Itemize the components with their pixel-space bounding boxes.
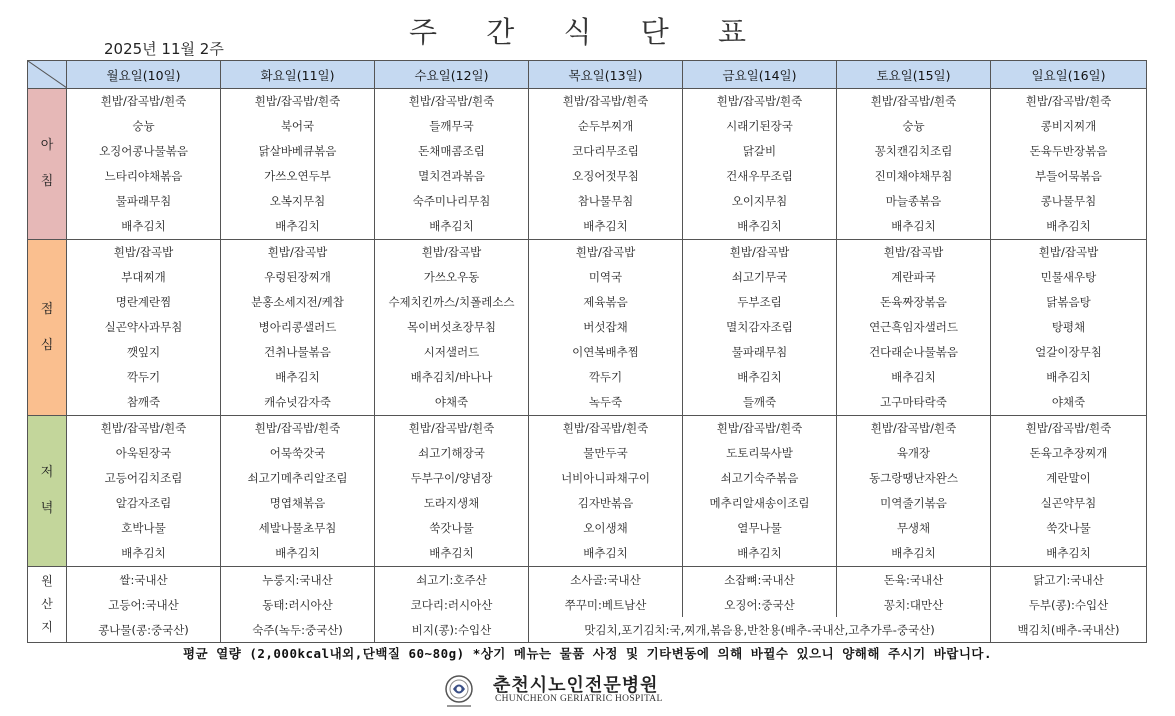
breakfast-menu-cell	[991, 89, 1147, 240]
origin-item: 쭈꾸미:베트남산	[529, 592, 683, 617]
origin-item: 닭고기:국내산	[991, 567, 1147, 593]
menu-item: 흰밥/잡곡밥/흰죽	[870, 94, 957, 108]
menu-item: 배추김치	[275, 370, 320, 384]
menu-item: 흰밥/잡곡밥/흰죽	[716, 421, 803, 435]
dinner-menu-cell	[375, 416, 529, 567]
menu-item: 육개장	[896, 446, 931, 460]
menu-item: 배추김치	[891, 546, 936, 560]
menu-item: 민물새우탕	[1040, 270, 1097, 284]
menu-item: 배추김치	[583, 546, 628, 560]
dinner-menu-cell	[67, 416, 221, 567]
menu-item: 흰밥/잡곡밥/흰죽	[870, 421, 957, 435]
menu-item: 흰밥/잡곡밥/흰죽	[716, 94, 803, 108]
menu-item: 쇠고기숙주볶음	[720, 471, 799, 485]
menu-item: 배추김치/바나나	[410, 370, 493, 384]
menu-item: 물파래무침	[731, 345, 788, 359]
hospital-name-en: CHUNCHEON GERIATRIC HOSPITAL	[495, 694, 663, 704]
lunch-menu-cell	[837, 240, 991, 416]
menu-item: 흰밥/잡곡밥	[729, 245, 790, 259]
menu-item: 목이버섯초장무침	[407, 320, 496, 334]
menu-item: 제육볶음	[583, 295, 628, 309]
menu-item: 캐슈넛감자죽	[264, 395, 331, 409]
menu-item: 들깨죽	[742, 395, 777, 409]
menu-item: 물만두국	[583, 446, 628, 460]
menu-item: 탕평채	[1051, 320, 1086, 334]
header-corner	[28, 61, 67, 89]
lunch-label: 점 심	[28, 240, 67, 416]
menu-item: 콩나물무침	[1040, 194, 1097, 208]
menu-item: 병아리콩샐러드	[258, 320, 337, 334]
menu-item: 오이지무침	[731, 194, 788, 208]
menu-item: 실곤약무침	[1040, 496, 1097, 510]
breakfast-menu-cell	[375, 89, 529, 240]
hospital-logo-icon	[441, 674, 477, 710]
day-header-sun: 일요일(16일)	[991, 61, 1147, 89]
origin-item: 숙주(녹두:중국산)	[221, 617, 375, 643]
menu-item: 흰밥/잡곡밥/흰죽	[408, 94, 495, 108]
menu-item: 흰밥/잡곡밥	[1038, 245, 1099, 259]
day-header-wed: 수요일(12일)	[375, 61, 529, 89]
menu-item: 버섯잡채	[583, 320, 628, 334]
lunch-menu-cell	[683, 240, 837, 416]
menu-item: 미역줄기볶음	[880, 496, 947, 510]
day-header-mon: 월요일(10일)	[67, 61, 221, 89]
menu-item: 아욱된장국	[115, 446, 172, 460]
menu-item: 배추김치	[121, 546, 166, 560]
menu-item: 가쓰오우동	[423, 270, 480, 284]
menu-item: 흰밥/잡곡밥/흰죽	[100, 94, 187, 108]
day-header-tue: 화요일(11일)	[221, 61, 375, 89]
menu-item: 수제치킨까스/치폴레소스	[388, 295, 515, 309]
menu-item: 콩비지찌개	[1040, 119, 1097, 133]
breakfast-menu-cell	[67, 89, 221, 240]
menu-item: 배추김치	[583, 219, 628, 233]
menu-item: 배추김치	[891, 219, 936, 233]
origin-item: 고등어:국내산	[67, 592, 221, 617]
menu-item: 닭살바베큐볶음	[258, 144, 337, 158]
menu-item: 깻잎지	[126, 345, 161, 359]
menu-item: 쇠고기무국	[731, 270, 788, 284]
origin-item: 백김치(배추-국내산)	[991, 617, 1147, 643]
menu-item: 무생채	[896, 521, 931, 535]
menu-item: 흰밥/잡곡밥/흰죽	[254, 421, 341, 435]
menu-item: 어묵쑥갓국	[269, 446, 326, 460]
menu-item: 숭늉	[902, 119, 925, 133]
menu-item: 오이생채	[583, 521, 628, 535]
menu-item: 돈육고추장찌개	[1029, 446, 1108, 460]
menu-item: 호박나물	[121, 521, 166, 535]
dinner-label: 저 녁	[28, 416, 67, 567]
menu-item: 참깨죽	[126, 395, 161, 409]
menu-item: 오징어젓무침	[572, 169, 639, 183]
menu-item: 숭늉	[132, 119, 155, 133]
lunch-menu-cell	[375, 240, 529, 416]
menu-item: 열무나물	[737, 521, 782, 535]
menu-item: 배추김치	[737, 219, 782, 233]
menu-item: 고등어김치조림	[104, 471, 183, 485]
menu-item: 쑥갓나물	[429, 521, 474, 535]
menu-item: 흰밥/잡곡밥/흰죽	[1025, 94, 1112, 108]
menu-item: 흰밥/잡곡밥/흰죽	[100, 421, 187, 435]
menu-item: 코다리무조림	[572, 144, 639, 158]
menu-item: 들깨무국	[429, 119, 474, 133]
origin-item: 동태:러시아산	[221, 592, 375, 617]
day-header-thu: 목요일(13일)	[529, 61, 683, 89]
origin-item: 누룽지:국내산	[221, 567, 375, 593]
breakfast-menu-cell	[529, 89, 683, 240]
menu-item: 건다래순나물볶음	[869, 345, 958, 359]
menu-item: 두부조림	[737, 295, 782, 309]
menu-item: 흰밥/잡곡밥/흰죽	[254, 94, 341, 108]
origin-item: 돈육:국내산	[837, 567, 991, 593]
menu-item: 녹두죽	[588, 395, 623, 409]
day-header-sat: 토요일(15일)	[837, 61, 991, 89]
menu-item: 물파래무침	[115, 194, 172, 208]
menu-item: 명엽채볶음	[269, 496, 326, 510]
menu-item: 야채죽	[434, 395, 469, 409]
origin-item: 두부(콩):수입산	[991, 592, 1147, 617]
origin-item: 쌀:국내산	[67, 567, 221, 593]
origin-item: 코다리:러시아산	[375, 592, 529, 617]
menu-item: 오복지무침	[269, 194, 326, 208]
menu-item: 배추김치	[737, 546, 782, 560]
menu-item: 배추김치	[275, 546, 320, 560]
menu-item: 멸치감자조림	[726, 320, 793, 334]
menu-item: 깍두기	[588, 370, 623, 384]
menu-item: 흰밥/잡곡밥	[113, 245, 174, 259]
lunch-menu-cell	[529, 240, 683, 416]
menu-item: 도라지생채	[423, 496, 480, 510]
menu-item: 흰밥/잡곡밥/흰죽	[562, 94, 649, 108]
menu-item: 배추김치	[121, 219, 166, 233]
menu-item: 연근흑임자샐러드	[869, 320, 958, 334]
menu-item: 두부구이/양념장	[410, 471, 493, 485]
hospital-name-ko: 춘천시노인전문병원	[493, 675, 659, 696]
menu-item: 고구마타락죽	[880, 395, 947, 409]
menu-item: 우렁된장찌개	[264, 270, 331, 284]
menu-item: 배추김치	[429, 219, 474, 233]
origin-item: 꽁치:대만산	[837, 592, 991, 617]
lunch-menu-cell	[991, 240, 1147, 416]
menu-item: 마늘종볶음	[885, 194, 942, 208]
menu-item: 깍두기	[126, 370, 161, 384]
menu-item: 시래기된장국	[726, 119, 793, 133]
menu-item: 배추김치	[1046, 370, 1091, 384]
menu-item: 닭볶음탕	[1046, 295, 1091, 309]
menu-item: 쑥갓나물	[1046, 521, 1091, 535]
menu-item: 동그랑땡난자완스	[869, 471, 958, 485]
lunch-row	[28, 240, 1147, 416]
menu-item: 흰밥/잡곡밥/흰죽	[408, 421, 495, 435]
menu-item: 꽁치캔김치조림	[874, 144, 953, 158]
menu-item: 세발나물초무침	[258, 521, 337, 535]
menu-item: 야채죽	[1051, 395, 1086, 409]
dinner-menu-cell	[529, 416, 683, 567]
menu-item: 김자반볶음	[577, 496, 634, 510]
origin-item: 소사골:국내산	[529, 567, 683, 593]
menu-item: 흰밥/잡곡밥	[575, 245, 636, 259]
origin-item-kimchi: 맛김치,포기김치:국,찌개,볶음용,반찬용(배추-국내산,고추가루-중국산)	[529, 617, 991, 643]
origin-item: 비지(콩):수입산	[375, 617, 529, 643]
menu-item: 너비아니파채구이	[561, 471, 650, 485]
menu-item: 배추김치	[429, 546, 474, 560]
dinner-menu-cell	[683, 416, 837, 567]
menu-item: 흰밥/잡곡밥	[421, 245, 482, 259]
menu-item: 분홍소세지전/케찹	[251, 295, 344, 309]
lunch-menu-cell	[67, 240, 221, 416]
menu-item: 배추김치	[891, 370, 936, 384]
menu-item: 흰밥/잡곡밥	[267, 245, 328, 259]
dinner-menu-cell	[221, 416, 375, 567]
menu-item: 돈채매콤조림	[418, 144, 485, 158]
menu-item: 쇠고기메추리알조림	[247, 471, 348, 485]
menu-item: 얼갈이장무침	[1035, 345, 1102, 359]
menu-item: 멸치견과볶음	[418, 169, 485, 183]
breakfast-menu-cell	[837, 89, 991, 240]
menu-item: 계란파국	[891, 270, 936, 284]
menu-item: 실곤약사과무침	[104, 320, 183, 334]
menu-item: 건취나물볶음	[264, 345, 331, 359]
menu-item: 순두부찌개	[577, 119, 634, 133]
menu-item: 알감자조림	[115, 496, 172, 510]
dinner-menu-cell	[837, 416, 991, 567]
menu-item: 쇠고기해장국	[418, 446, 485, 460]
menu-item: 참나물무침	[577, 194, 634, 208]
day-header-fri: 금요일(14일)	[683, 61, 837, 89]
origin-item: 오징어:중국산	[683, 592, 837, 617]
origin-label: 원 산 지	[28, 567, 67, 643]
menu-item: 닭갈비	[742, 144, 777, 158]
menu-item: 흰밥/잡곡밥/흰죽	[1025, 421, 1112, 435]
menu-item: 오징어콩나물볶음	[99, 144, 188, 158]
page-title: 주 간 식 단 표	[409, 15, 766, 49]
weekly-menu-table	[27, 60, 1147, 643]
breakfast-label: 아 침	[28, 89, 67, 240]
menu-item: 이연복배추찜	[572, 345, 639, 359]
menu-item: 배추김치	[1046, 219, 1091, 233]
lunch-menu-cell	[221, 240, 375, 416]
menu-item: 가쓰오연두부	[264, 169, 331, 183]
breakfast-row	[28, 89, 1147, 240]
origin-item: 소잡뼈:국내산	[683, 567, 837, 593]
week-label: 2025년 11월 2주	[104, 40, 224, 58]
menu-item: 명란계란찜	[115, 295, 172, 309]
menu-item: 숙주미나리무침	[412, 194, 491, 208]
menu-item: 흰밥/잡곡밥	[883, 245, 944, 259]
dinner-menu-cell	[991, 416, 1147, 567]
dinner-row	[28, 416, 1147, 567]
menu-item: 느타리야채볶음	[104, 169, 183, 183]
breakfast-menu-cell	[221, 89, 375, 240]
origin-item: 콩나물(콩:중국산)	[67, 617, 221, 643]
menu-item: 계란말이	[1046, 471, 1091, 485]
menu-item: 배추김치	[275, 219, 320, 233]
menu-item: 미역국	[588, 270, 623, 284]
menu-item: 부대찌개	[121, 270, 166, 284]
menu-item: 흰밥/잡곡밥/흰죽	[562, 421, 649, 435]
menu-item: 돈육짜장볶음	[880, 295, 947, 309]
menu-item: 시저샐러드	[423, 345, 480, 359]
menu-item: 돈육두반장볶음	[1029, 144, 1108, 158]
menu-item: 진미채야채무침	[874, 169, 953, 183]
origin-item: 쇠고기:호주산	[375, 567, 529, 593]
breakfast-menu-cell	[683, 89, 837, 240]
footer-note: 평균 열량 (2,000kcal내외,단백질 60~80g) *상기 메뉴는 물품 사정 및 기타변동에 의해 바뀔수 있으니 양해해 주시기 바랍니다.	[182, 646, 993, 661]
menu-item: 도토리묵사발	[726, 446, 793, 460]
menu-item: 건새우무조림	[726, 169, 793, 183]
menu-item: 배추김치	[1046, 546, 1091, 560]
menu-item: 배추김치	[737, 370, 782, 384]
menu-item: 북어국	[280, 119, 315, 133]
menu-item: 부들어묵볶음	[1035, 169, 1102, 183]
menu-item: 메추리알새송이조림	[709, 496, 810, 510]
